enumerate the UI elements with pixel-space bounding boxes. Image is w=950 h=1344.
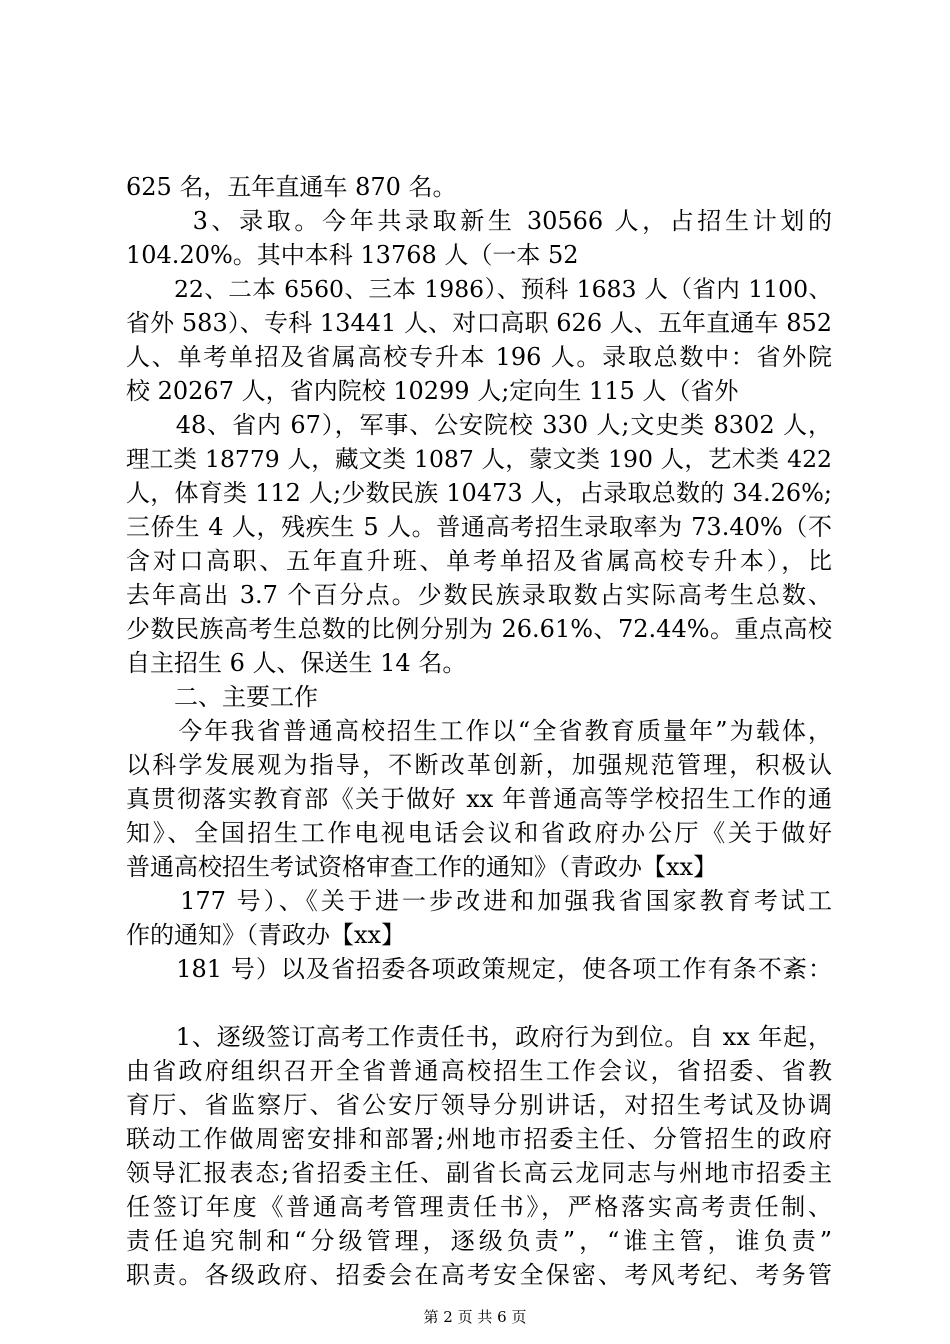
- text-line: 48、省内 67），军事、公安院校 330 人;文史类 8302 人，: [126, 411, 832, 439]
- text-line: 任签订年度《普通高考管理责任书》，严格落实高考责任制、: [126, 1193, 832, 1221]
- text-line: 22、二本 6560、三本 1986）、预科 1683 人（省内 1100、: [126, 275, 832, 303]
- text-line: 181 号）以及省招委各项政策规定，使各项工作有条不紊：: [126, 955, 832, 983]
- text-line: 职责。各级政府、招委会在高考安全保密、考风考纪、考务管: [126, 1261, 832, 1289]
- text-line: 理工类 18779 人，藏文类 1087 人，蒙文类 190 人，艺术类 422: [126, 445, 832, 473]
- text-line: 责任追究制和“分级管理，逐级负责”，“谁主管，谁负责”: [126, 1227, 832, 1255]
- text-line: 177 号）、《关于进一步改进和加强我省国家教育考试工: [126, 887, 832, 915]
- text-line: 含对口高职、五年直升班、单考单招及省属高校专升本），比: [126, 547, 832, 575]
- page-footer: 第 2 页 共 6 页: [423, 1308, 527, 1326]
- text-line: 625 名，五年直通车 870 名。: [126, 173, 457, 201]
- text-line: 由省政府组织召开全省普通高校招生工作会议，省招委、省教: [126, 1057, 832, 1085]
- text-line: 自主招生 6 人、保送生 14 名。: [126, 649, 467, 677]
- text-line: 1、逐级签订高考工作责任书，政府行为到位。自 xx 年起，: [126, 1023, 832, 1051]
- text-line: 人、单考单招及省属高校专升本 196 人。录取总数中：省外院: [126, 343, 832, 371]
- text-line: 领导汇报表态;省招委主任、副省长高云龙同志与州地市招委主: [126, 1159, 832, 1187]
- document-body: [126, 170, 832, 1292]
- text-line: 省外 583）、专科 13441 人、对口高职 626 人、五年直通车 852: [126, 309, 832, 337]
- text-line: 3、录取。今年共录取新生 30566 人，占招生计划的: [126, 207, 832, 235]
- text-line: 知》、全国招生工作电视电话会议和省政府办公厅《关于做好: [126, 819, 832, 847]
- text-line: 育厅、省监察厅、省公安厅领导分别讲话，对招生考试及协调: [126, 1091, 832, 1119]
- text-line: 以科学发展观为指导，不断改革创新，加强规范管理，积极认: [126, 751, 832, 779]
- text-line: 104.20%。其中本科 13768 人（一本 52: [126, 241, 579, 269]
- text-line: 三侨生 4 人，残疾生 5 人。普通高考招生录取率为 73.40%（不: [126, 513, 832, 541]
- text-line: 去年高出 3.7 个百分点。少数民族录取数占实际高考生总数、: [126, 581, 832, 609]
- text-line: 二、主要工作: [126, 683, 318, 711]
- text-line: 作的通知》（青政办【xx】: [126, 921, 406, 949]
- text-line: 校 20267 人，省内院校 10299 人;定向生 115 人（省外: [126, 377, 739, 405]
- text-line: 人，体育类 112 人;少数民族 10473 人，占录取总数的 34.26%;: [126, 479, 832, 507]
- text-line: 少数民族高考生总数的比例分别为 26.61%、72.44%。重点高校: [126, 615, 832, 643]
- text-line: 真贯彻落实教育部《关于做好 xx 年普通高等学校招生工作的通: [126, 785, 832, 813]
- text-line: 普通高校招生考试资格审查工作的通知》（青政办【xx】: [126, 853, 718, 881]
- text-line: 联动工作做周密安排和部署;州地市招委主任、分管招生的政府: [126, 1125, 832, 1153]
- text-line: 今年我省普通高校招生工作以“全省教育质量年”为载体，: [126, 717, 832, 745]
- text-line: [126, 986, 832, 1020]
